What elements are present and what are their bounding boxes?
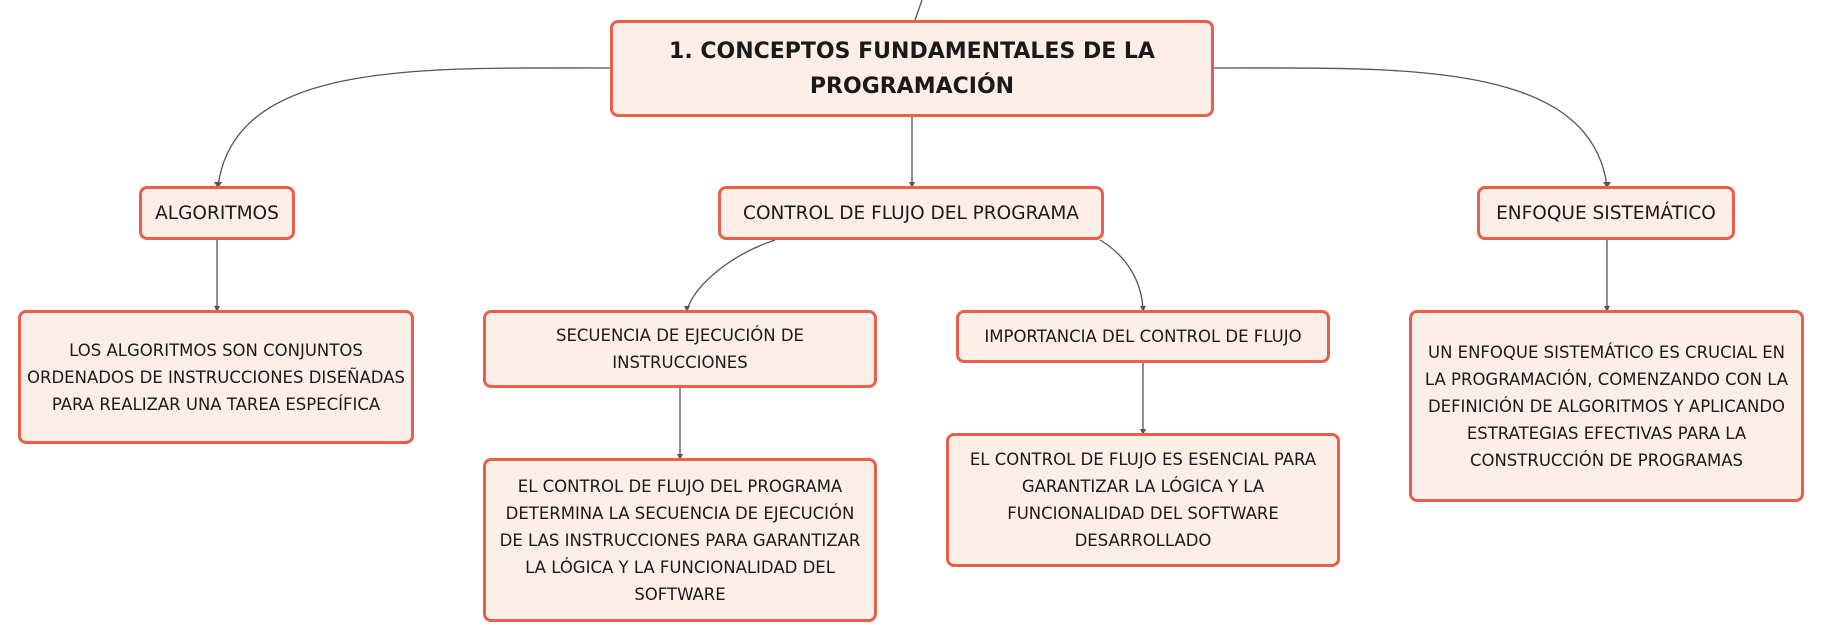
connector-control-secuencia bbox=[687, 240, 775, 310]
secuencia-label: SECUENCIA DE EJECUCIÓN DE INSTRUCCIONES bbox=[556, 326, 804, 372]
node-secuencia[interactable] bbox=[483, 310, 877, 388]
importancia-detail-text: EL CONTROL DE FLUJO ES ESENCIAL PARA GARANTIZAR LA LÓGICA Y LA FUNCIONALIDAD DEL SOFTWARE DESARROLLADO bbox=[969, 450, 1317, 550]
importancia-label: IMPORTANCIA DEL CONTROL DE FLUJO bbox=[984, 327, 1302, 346]
node-enfoque-sistematico[interactable] bbox=[1477, 186, 1735, 240]
connector-control-importancia bbox=[1100, 240, 1143, 310]
node-algoritmos[interactable] bbox=[139, 186, 295, 240]
node-algoritmos-detail[interactable] bbox=[18, 310, 414, 444]
enfoque-detail-text: UN ENFOQUE SISTEMÁTICO ES CRUCIAL EN LA PROGRAMACIÓN, COMENZANDO CON LA DEFINICIÓN DE ALGORITMOS Y APLICANDO ESTRATEGIAS EFECTIVAS PARA LA CONSTRUCCIÓN DE PROGRAMAS bbox=[1424, 342, 1789, 470]
root-node[interactable] bbox=[610, 20, 1214, 117]
node-importancia[interactable] bbox=[956, 310, 1330, 363]
algoritmos-detail-text: LOS ALGORITMOS SON CONJUNTOS ORDENADOS DE INSTRUCCIONES DISEÑADAS PARA REALIZAR UNA TAREA ESPECÍFICA bbox=[27, 340, 405, 414]
connector-root-enfoque bbox=[1214, 68, 1607, 186]
root-title: 1. CONCEPTOS FUNDAMENTALES DE LA PROGRAMACIÓN bbox=[669, 38, 1155, 99]
node-control-flujo[interactable] bbox=[718, 186, 1104, 240]
connector-incoming bbox=[915, 0, 922, 20]
node-control-flujo-label: CONTROL DE FLUJO DEL PROGRAMA bbox=[743, 202, 1079, 224]
node-algoritmos-label: ALGORITMOS bbox=[155, 202, 279, 224]
node-secuencia-detail[interactable] bbox=[483, 458, 877, 622]
connector-root-algoritmos bbox=[218, 68, 610, 186]
node-enfoque-detail[interactable] bbox=[1409, 310, 1804, 502]
secuencia-detail-text: EL CONTROL DE FLUJO DEL PROGRAMA DETERMINA LA SECUENCIA DE EJECUCIÓN DE LAS INSTRUCCIONES PARA GARANTIZAR LA LÓGICA Y LA FUNCIONALIDAD DEL SOFTWARE bbox=[499, 476, 861, 604]
node-enfoque-label: ENFOQUE SISTEMÁTICO bbox=[1496, 202, 1716, 224]
node-importancia-detail[interactable] bbox=[946, 433, 1340, 567]
